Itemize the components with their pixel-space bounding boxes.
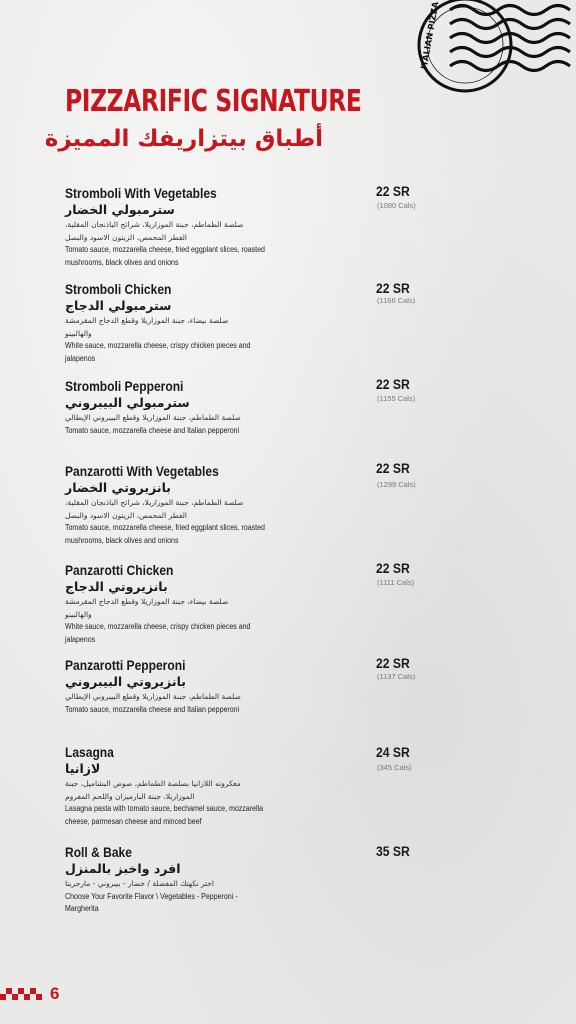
checker-pattern-icon <box>0 986 46 1002</box>
menu-item <box>65 844 415 916</box>
item-desc-en: Choose Your Favorite Flavor \ Vegetables - Pepperoni - Margherita <box>65 891 238 913</box>
item-calories: (345 Cals) <box>377 763 412 772</box>
item-name-en: Panzarotti Chicken <box>65 562 174 578</box>
item-price: 22 SR <box>376 377 410 392</box>
stamp-text: ITALIAN PIZZA <box>419 1 442 71</box>
item-calories: (1080 Cals) <box>377 201 416 210</box>
item-price: 22 SR <box>376 461 410 476</box>
item-calories: (1137 Cals) <box>377 672 416 681</box>
item-desc-ar: اختر نكهتك المفضلة / خضار - بيبروني - مارجريتا <box>65 879 215 888</box>
item-price: 24 SR <box>376 745 410 760</box>
item-calories: (1166 Cals) <box>377 296 416 305</box>
item-name-ar: لازانيا <box>65 761 101 776</box>
item-price: 22 SR <box>376 561 410 576</box>
item-desc-en: White sauce, mozzarella cheese, crispy chicken pieces and jalapenos <box>65 622 251 644</box>
item-name-ar: سترمبولي الخضار <box>65 202 175 217</box>
item-desc-en: Tomato sauce, mozzarella cheese and Italian pepperoni <box>65 425 240 435</box>
item-calories: (1155 Cals) <box>377 394 416 403</box>
item-name-ar: افرد واخبز بالمنزل <box>65 861 181 876</box>
item-name-en: Stromboli Chicken <box>65 281 172 297</box>
item-name-ar: بانزيروتي الخضار <box>65 480 171 495</box>
item-name-ar: سترمبولي البيبروني <box>65 395 190 410</box>
item-name-ar: بانزيروتي الدجاج <box>65 579 168 594</box>
page-title-en: PIZZARIFIC SIGNATURE <box>65 84 362 119</box>
menu-item <box>65 185 415 269</box>
item-name-ar: سترمبولي الدجاج <box>65 298 172 313</box>
item-calories: (1299 Cals) <box>377 480 416 489</box>
item-desc-ar: صلصة بيضاء، جبنة الموزاريلا وقطع الدجاج المقرمشة والهالبينو <box>65 597 229 619</box>
item-desc-en: Tomato sauce, mozzarella cheese and Italian pepperoni <box>65 704 240 714</box>
item-name-en: Roll & Bake <box>65 844 132 860</box>
item-calories: (1111 Cals) <box>377 578 415 587</box>
menu-item <box>65 744 415 828</box>
item-price: 22 SR <box>376 656 410 671</box>
item-desc-ar: صلصة بيضاء، جبنة الموزاريلا وقطع الدجاج المقرمشة والهالبينو <box>65 316 229 338</box>
menu-item <box>65 463 415 547</box>
item-desc-en: Tomato sauce, mozzarella cheese, fried eggplant slices, roasted mushrooms, black olives and onions <box>65 245 265 267</box>
menu-item <box>65 562 415 646</box>
menu-item <box>65 657 415 716</box>
page-number: 6 <box>50 984 60 1003</box>
item-desc-ar: صلصة الطماطم، جبنة الموزاريلا وقطع البيبروني الإيطالي <box>65 413 241 422</box>
item-name-en: Lasagna <box>65 744 114 760</box>
item-price: 22 SR <box>376 184 410 199</box>
item-desc-en: Lasagna pasta with tomato sauce, bechamel sauce, mozzarella cheese, parmesan cheese and minced beef <box>65 804 264 826</box>
menu-item <box>65 378 415 437</box>
item-name-en: Stromboli With Vegetables <box>65 185 217 201</box>
item-name-en: Stromboli Pepperoni <box>65 378 184 394</box>
item-desc-en: White sauce, mozzarella cheese, crispy chicken pieces and jalapenos <box>65 341 251 363</box>
item-name-en: Panzarotti With Vegetables <box>65 463 219 479</box>
item-desc-ar: صلصة الطماطم، جبنة الموزاريلا وقطع البيبروني الإيطالي <box>65 692 241 701</box>
item-name-en: Panzarotti Pepperoni <box>65 657 186 673</box>
item-desc-ar: معكرونه اللازانيا بصلصة الطماطم، صوص البشاميل، جبنة الموزاريلا، جبنة البارميزان واللحم المفروم <box>65 779 241 801</box>
item-price: 35 SR <box>376 844 410 859</box>
menu-item <box>65 281 415 365</box>
item-desc-ar: صلصة الطماطم، جبنة الموزاريلا، شرائح الباذنجان المقلية، الفطر المحمص، الزيتون الاسود والبصل <box>65 498 244 520</box>
item-desc-en: Tomato sauce, mozzarella cheese, fried eggplant slices, roasted mushrooms, black olives and onions <box>65 523 265 545</box>
page-title-ar: أطباق بيتزاريفك المميزة <box>44 126 323 152</box>
italian-pizza-stamp-icon <box>410 0 576 100</box>
item-desc-ar: صلصة الطماطم، جبنة الموزاريلا، شرائح الباذنجان المقلية، الفطر المحمص، الزيتون الاسود والبصل <box>65 220 244 242</box>
item-price: 22 SR <box>376 281 410 296</box>
item-name-ar: بانزيروتي البيبروني <box>65 674 186 689</box>
